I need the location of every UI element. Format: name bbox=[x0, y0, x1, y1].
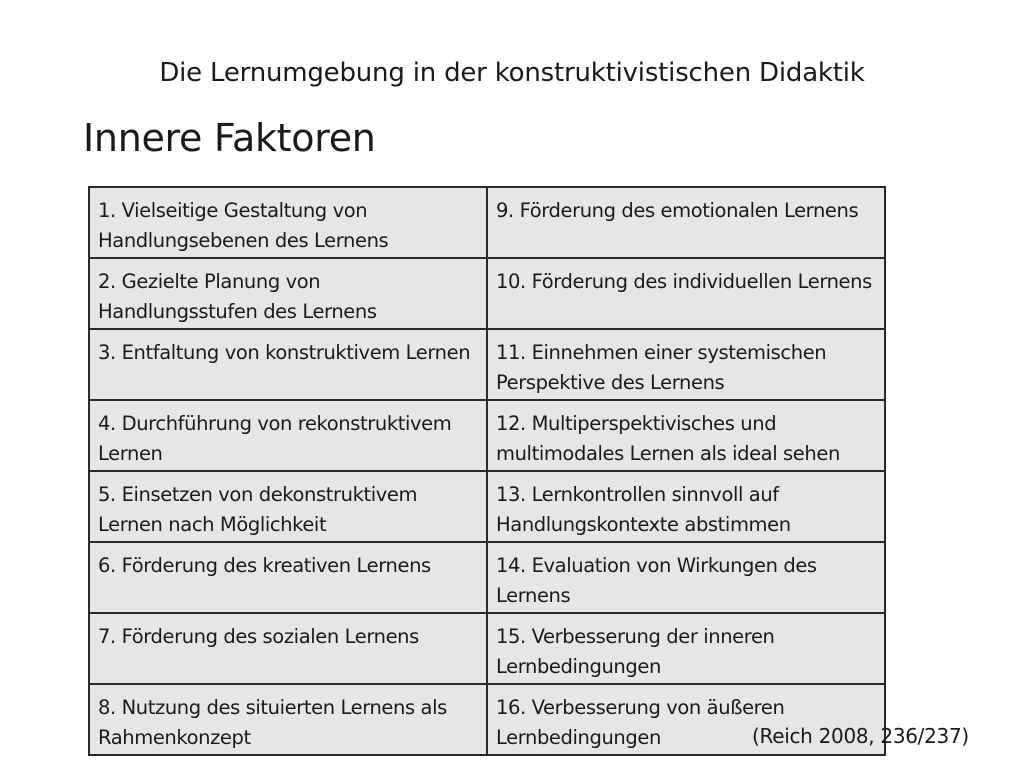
factor-cell-7: 7. Förderung des sozialen Lernens bbox=[89, 613, 487, 684]
table-row bbox=[89, 400, 885, 471]
factor-cell-10: 10. Förderung des individuellen Lernens bbox=[487, 258, 885, 329]
factor-cell-1: 1. Vielseitige Gestaltung von Handlungsebenen des Lernens bbox=[89, 187, 487, 258]
factor-cell-9: 9. Förderung des emotionalen Lernens bbox=[487, 187, 885, 258]
factor-cell-13: 13. Lernkontrollen sinnvoll auf Handlungskontexte abstimmen bbox=[487, 471, 885, 542]
table-row bbox=[89, 258, 885, 329]
factor-cell-11: 11. Einnehmen einer systemischen Perspektive des Lernens bbox=[487, 329, 885, 400]
factor-cell-16: 16. Verbesserung von äußeren Lernbedingungen bbox=[487, 684, 885, 755]
slide-subtitle: Die Lernumgebung in der konstruktivistischen Didaktik bbox=[159, 58, 865, 88]
table-row bbox=[89, 471, 885, 542]
factor-cell-12: 12. Multiperspektivisches und multimodales Lernen als ideal sehen bbox=[487, 400, 885, 471]
table-row bbox=[89, 613, 885, 684]
table-row bbox=[89, 329, 885, 400]
factor-cell-3: 3. Entfaltung von konstruktivem Lernen bbox=[89, 329, 487, 400]
slide-title: Innere Faktoren bbox=[83, 116, 376, 160]
citation: (Reich 2008, 236/237) bbox=[752, 724, 969, 748]
factor-cell-6: 6. Förderung des kreativen Lernens bbox=[89, 542, 487, 613]
factor-cell-4: 4. Durchführung von rekonstruktivem Lernen bbox=[89, 400, 487, 471]
table-row bbox=[89, 542, 885, 613]
factor-cell-14: 14. Evaluation von Wirkungen des Lernens bbox=[487, 542, 885, 613]
factor-cell-15: 15. Verbesserung der inneren Lernbedingungen bbox=[487, 613, 885, 684]
factors-table bbox=[88, 186, 886, 756]
factor-cell-8: 8. Nutzung des situierten Lernens als Rahmenkonzept bbox=[89, 684, 487, 755]
factor-cell-2: 2. Gezielte Planung von Handlungsstufen des Lernens bbox=[89, 258, 487, 329]
table-row bbox=[89, 187, 885, 258]
factor-cell-5: 5. Einsetzen von dekonstruktivem Lernen nach Möglichkeit bbox=[89, 471, 487, 542]
